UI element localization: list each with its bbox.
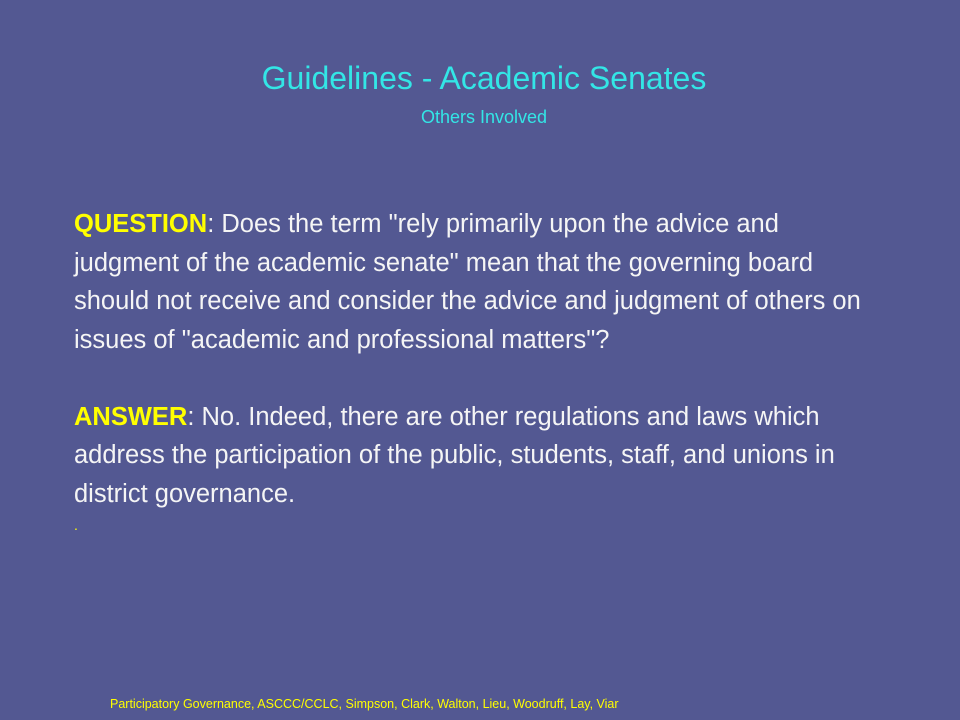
slide-title: Guidelines - Academic Senates <box>261 60 707 96</box>
slide-footer: Participatory Governance, ASCCC/CCLC, Simpson, Clark, Walton, Lieu, Woodruff, Lay, Viar <box>110 697 619 711</box>
answer-paragraph <box>74 398 874 514</box>
answer-text: No. Indeed, there are other regulations and laws which address the participation of the public, students, staff, and unions in district governance. <box>74 402 835 508</box>
question-separator: : <box>207 210 222 238</box>
answer-separator: : <box>187 402 202 431</box>
question-label: QUESTION <box>74 210 208 238</box>
slide-body <box>74 205 874 535</box>
answer-label: ANSWER <box>74 402 188 431</box>
slide-subtitle: Others Involved <box>420 107 548 127</box>
question-text: Does the term "rely primarily upon the advice and judgment of the academic senate" mean that the governing board should not receive and consider the advice and judgment of others on issues of "academic and professional matters"? <box>74 210 861 354</box>
trailing-mark: . <box>74 517 78 533</box>
question-paragraph <box>74 205 874 359</box>
